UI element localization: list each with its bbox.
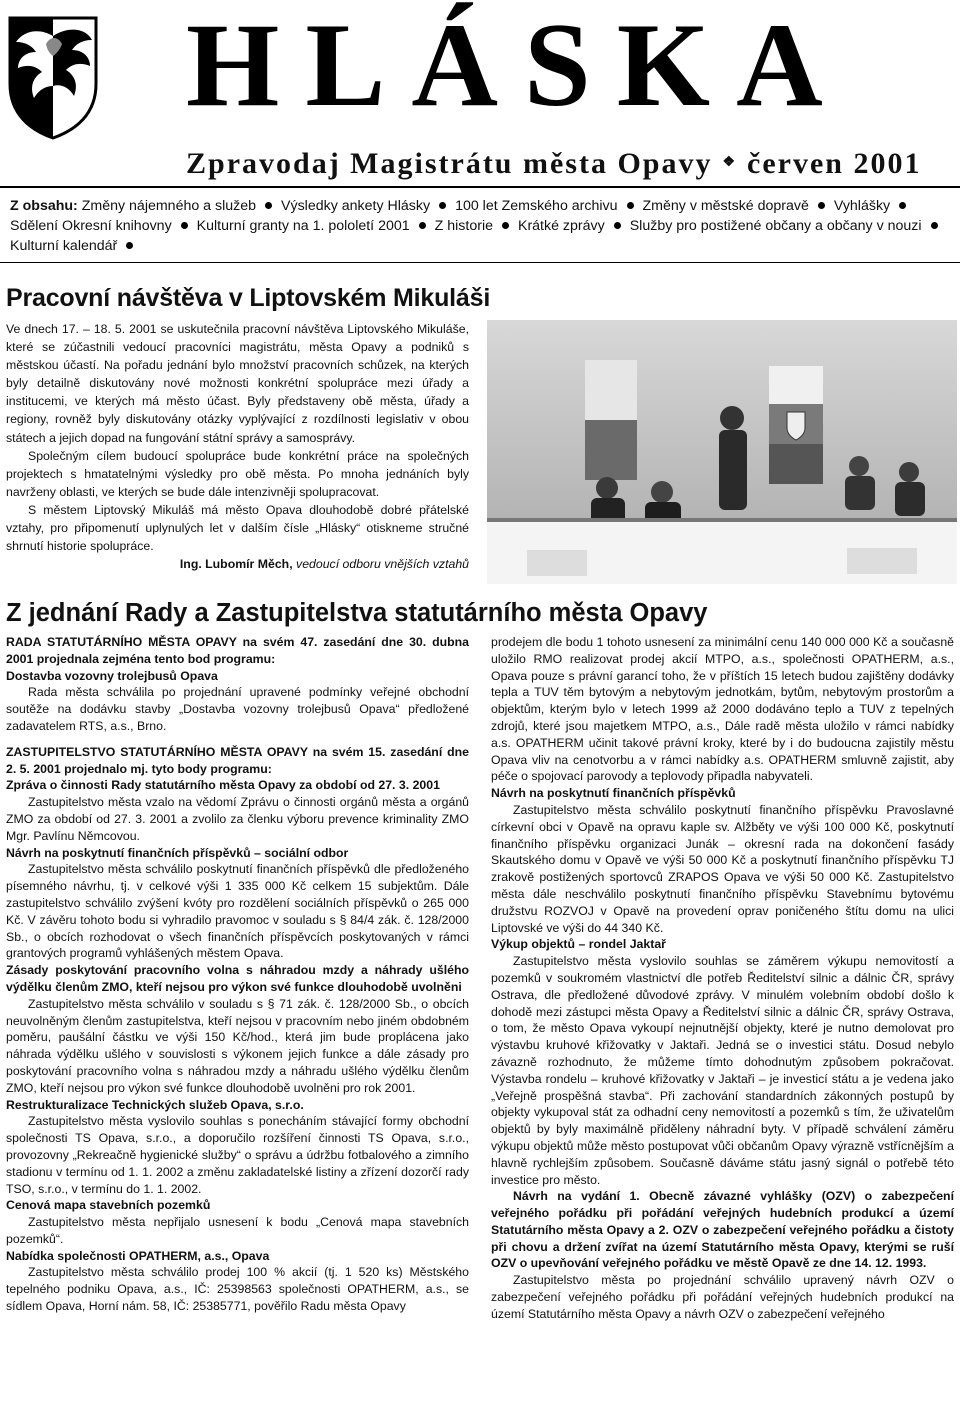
section-heading: Cenová mapa stavebních pozemků (6, 1198, 211, 1213)
section-heading: Nabídka společnosti OPATHERM, a.s., Opava (6, 1248, 270, 1263)
article1-body (6, 320, 469, 573)
section-heading: RADA STATUTÁRNÍHO MĚSTA OPAVY na svém 47. zasedání dne 30. dubna 2001 projednala zejména tento bod programu: (6, 635, 469, 666)
section-heading: Restrukturalizace Technických služeb Opava, s.r.o. (6, 1097, 304, 1112)
section-heading: Návrh na poskytnutí finančních příspěvků – sociální odbor (6, 845, 349, 860)
body-paragraph: Zastupitelstvo města vyslovilo souhlas s ponecháním stávající formy obchodní společnosti TS Opava, s.r.o., a doporučilo rozšíření činnosti TS Opava, s.r.o., provozovny „Rekreačně hygienické služby“ o správu a údržbu fotbalového a zimního stadionu v termínu od 1. 1. 2002 a změnu zakladatelské listiny a zřízení dozorčí rady TSO, s.r.o., v termínu do 1. 1. 2002. (6, 1114, 469, 1196)
toc-rule (0, 262, 960, 263)
body-paragraph: Zastupitelstvo města schválilo poskytnutí finančního příspěvku Pravoslavné církevní obci v Opavě na opravu kaple sv. Alžběty ve výši 100 000 Kč, poskytnutí finančního příspěvku organizaci Junák – okresní rada na dokončení fasády Skautského domu v Opavě ve výši 50 000 Kč a poskytnutí finančního příspěvku TJ zrakově postižených sportovců ZRAPOS Opava ve výši 50 000 Kč. Zastupitelstvo města dále neschválilo poskytnutí finančního příspěvku Stavebnímu bytovému družstvu ROZVOJ v Opavě na provedení oprav poničeného štítu domu na ulici Liptovské ve výši do 44 340 Kč. (491, 802, 954, 935)
body-paragraph: Zastupitelstvo města schválilo v souladu s § 71 zák. č. 128/2000 Sb., o obcích neuvolněným členům zastupitelstva, kteří nejsou v pracovním nebo jiném obdobném poměru, paušální částku ve výši 150 Kč/hod., která jim bude proplácena jako náhrada výdělku ušlého v souvislosti s výkonem jejich funkce a dále zásady pro poskytování pracovního volna s náhradou mzdy a náhradu ušlého výdělku členům ZMO, kteří nejsou pro výkon své funkce dlouhodobě uvolněni pro rok 2001. (6, 996, 469, 1095)
body-paragraph: Zastupitelstvo města vzalo na vědomí Zprávu o činnosti orgánů města a orgánů ZMO za období od 27. 3. 2001 a zvolilo za členku výboru prevence kriminality ZMO Mgr. Pavlínu Němcovou. (6, 795, 469, 843)
toc-item: Změny v městské dopravě (642, 198, 809, 214)
toc-items (10, 198, 947, 254)
toc-item: Z historie (434, 218, 493, 234)
toc-item: Změny nájemného a služeb (81, 198, 257, 214)
section-heading: Zpráva o činnosti Rady statutárního města Opavy za období od 27. 3. 2001 (6, 778, 440, 793)
toc-item: Kulturní kalendář (10, 238, 118, 254)
toc-item: 100 let Zemského archivu (455, 198, 618, 214)
paragraph-spacer (6, 735, 469, 744)
section-heading: Návrh na vydání 1. Obecně závazné vyhlášky (OZV) o zabezpečení veřejného pořádku při pořádání veřejných hudebních produkcí a území Statutárního města Opavy a 2. OZV o zabezpečení veřejného pořádku a čistoty při chovu a držení zvířat na území Statutárního města Opavy, kterými se ruší OZV o upevňování veřejného pořádku ve městě Opavě ze dne 14. 12. 1993. (491, 1189, 954, 1271)
body-paragraph: prodejem dle bodu 1 tohoto usnesení za minimální cenu 140 000 000 Kč a současně uložilo RMO realizovat prodej akcií MTPO, a.s., společnosti OPATHERM, a.s., Opava pouze s právní garancí toho, že v příštích 15 letech budou zajištěny dodávky tepla a TUV těm bytovým a nebytovým jednotkám, bytům, nebytovým prostorům a objektům, kterým bylo v letech 1999 až 2000 dodáváno teplo a TUV z tepelných zdrojů, které jsou majetkem MTPO, a.s., Dále radě města uložilo v rámci nabídky a.s. OPATHERM učinit takové právní kroky, které by i do budoucna zajistily městu Opava vliv na cenotvorbu a v rámci nabídky a.s. OPATHERM smluvně zajistit, aby péče o spojovací parovody a teplovody připadla nabyvateli. (491, 635, 954, 784)
header-rule (0, 186, 960, 188)
meeting-photo (487, 320, 957, 584)
article1-title: Pracovní návštěva v Liptovském Mikuláši (6, 284, 491, 312)
toc-item: Krátké zprávy (517, 218, 605, 234)
body-paragraph: Zastupitelstvo města vyslovilo souhlas se záměrem výkupu nemovitostí a pozemků v soukromém vlastnictví dle potřeb Ředitelství silnic a dálnic ČR, správy Ostrava, dle předložené důvodové zprávy. V minulém volebním období došlo k dohodě mezi zástupci města Opavy a Ředitelství silnic a dálnic ČR, správy Ostrava, o tom, že město Opava vykoupí nejnutnější objekty, které je nutno demolovat pro výstavbu kruhové křižovatky v Jaktaři. Jedná se o investici státu. Dosud nebylo závazně rozhodnuto, že můžeme tímto dohodnutým způsobem pokračovat. Výstavba rondelu – kruhové křižovatky v Jaktaři – je investicí státu a je vedena jako „Veřejně prospěšná stavba“. Při zachování standardních zákonných postupů by objekty vykupoval stát za odhadní ceny nemovitostí a pozemků s tím, že uživatelům objektů by byly maximálně přiděleny náhradní byty. V případě schválení záměru výkupu objektů může město postupovat vůči občanům Opavy výrazně vstřícnějším a hlavně rychlejším způsobem. Současně dáváme státu jasný signál o potřebě této investice pro město. (491, 954, 954, 1187)
body-paragraph: Zastupitelstvo města schválilo prodej 100 % akcií (tj. 1 520 ks) Městského tepelného podniku Opava, a.s., IČ: 25398563 společnosti OPATHERM, a.s., se sídlem Opava, Horní nám. 58, IČ: 25385771, pověřilo Radu města Opavy (6, 1265, 469, 1314)
bullet-icon (931, 222, 938, 229)
bullet-icon (502, 222, 509, 229)
body-paragraph: Zastupitelstvo města po projednání schválilo upravený návrh OZV o zabezpečení veřejného pořádku při pořádání veřejných hudebních produkcí na území Statutárního města Opavy a návrh OZV o zabezpečení veřejného (491, 1273, 954, 1321)
diamond-ornament-icon: ❖ (722, 155, 738, 171)
toc-item: Služby pro postižené občany a občany v nouzi (629, 218, 922, 234)
bullet-icon (627, 202, 634, 209)
bullet-icon (899, 202, 906, 209)
masthead-issue-date: červen 2001 (747, 147, 922, 180)
bullet-icon (818, 202, 825, 209)
article2-left-column (6, 634, 469, 1315)
body-paragraph: Zastupitelstvo města nepřijalo usnesení k bodu „Cenová mapa stavebních pozemků“. (6, 1215, 469, 1246)
section-heading: Dostavba vozovny trolejbusů Opava (6, 668, 218, 683)
article1-signature (6, 555, 469, 573)
bullet-icon (181, 222, 188, 229)
signature-name: Ing. Lubomír Měch, (179, 557, 293, 572)
masthead-subtitle-left: Zpravodaj Magistrátu města Opavy (186, 147, 713, 180)
section-heading: ZASTUPITELSTVO STATUTÁRNÍHO MĚSTA OPAVY na svém 15. zasedání dne 2. 5. 2001 projednalo mj. tyto body programu: (6, 744, 469, 776)
bullet-icon (126, 242, 133, 249)
coat-of-arms-logo (6, 14, 100, 140)
masthead-subtitle (186, 146, 956, 184)
article1-paragraph: Ve dnech 17. – 18. 5. 2001 se uskutečnila pracovní návštěva Liptovského Mikuláše, které se zúčastnili vedoucí pracovníci magistrátu, města Opavy a podniků s městskou účastí. Na pořadu jednání bylo množství pracovních schůzek, na kterých byly detailně diskutovány nové možnosti konkrétní spolupráce mezi úřady a institucemi, ve kterých má město účast. Byly představeny obě města, úřady a regiony, rovněž byly diskutovány otázky vyplývající z rozdílnosti legislativ v obou státech a jejich dopad na fungování státní správy a samosprávy. (6, 322, 469, 445)
toc-item: Kulturní granty na 1. pololetí 2001 (196, 218, 410, 234)
bullet-icon (419, 222, 426, 229)
article2-title: Z jednání Rady a Zastupitelstva statutárního města Opavy (6, 599, 708, 627)
bullet-icon (265, 202, 272, 209)
article1-paragraph: S městem Liptovský Mikuláš má město Opava dlouhodobě dobré přátelské vztahy, pro připomenutí uplynulých let v dalším čísle „Hlásky“ otiskneme stručné shrnutí historie spolupráce. (6, 502, 469, 554)
signature-role: vedoucí odboru vnějších vztahů (296, 557, 469, 572)
article2-right-column (491, 634, 954, 1323)
toc-label: Z obsahu: (10, 198, 78, 214)
article1-paragraph: Společným cílem budoucí spolupráce bude konkrétní práce na společných projektech s hmatatelnými výsledky pro obě města. Po mnoha jednáních byly navrženy oblasti, ve kterých se bude dále intenzivněji spolupracovat. (6, 448, 469, 499)
body-paragraph: Zastupitelstvo města schválilo poskytnutí finančních příspěvků dle předloženého písemného návrhu, tj. v celkové výši 1 335 000 Kč celkem 15 subjektům. Dále zastupitelstvo schválilo zvýšení kvóty pro rozdělení sociálních příspěvků o 265 000 Kč. V závěru tohoto bodu si vyhradilo pravomoc v souladu s § 84/4 zák. č. 128/2000 Sb., o obcích rozhodovat o všech finančních příspěvcích poskytovaných v rámci grantových programů vyhlášených městem Opava. (6, 862, 469, 961)
toc-item: Vyhlášky (833, 198, 891, 214)
bullet-icon (439, 202, 446, 209)
section-heading: Zásady poskytování pracovního volna s náhradou mzdy a náhrady ušlého výdělku členům ZMO, kteří nejsou pro výkon své funkce dlouhodobě uvolněni (6, 963, 469, 994)
section-heading: Výkup objektů – rondel Jaktař (491, 937, 666, 952)
body-paragraph: Rada města schválila po projednání upravené podmínky veřejné obchodní soutěže na dodávku stavby „Dostavba vozovny trolejbusů Opava“ předložené zadavatelem RTS, a.s., Brno. (6, 685, 469, 733)
table-of-contents (10, 196, 955, 256)
masthead-title: HLÁSKA (186, 0, 849, 131)
section-heading: Návrh na poskytnutí finančních příspěvků (491, 786, 736, 801)
toc-item: Výsledky ankety Hlásky (281, 198, 431, 214)
bullet-icon (614, 222, 621, 229)
toc-item: Sdělení Okresní knihovny (10, 218, 172, 234)
